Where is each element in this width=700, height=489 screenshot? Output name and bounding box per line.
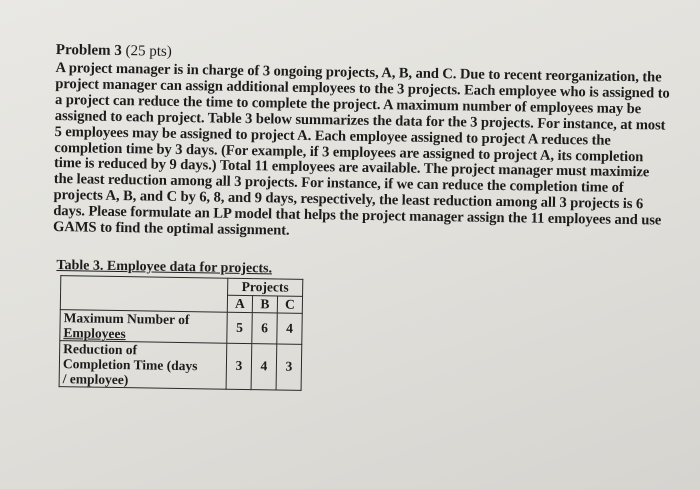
cell-value: 4	[277, 313, 302, 344]
projects-group-header: Projects	[228, 278, 303, 296]
row-label-line: Maximum Number of	[63, 310, 190, 328]
table-header-row	[61, 276, 303, 297]
cell-value: 5	[227, 312, 252, 343]
cell-value: 3	[226, 343, 252, 389]
cell-value: 6	[252, 313, 277, 344]
problem-body: A project manager is in charge of 3 ongoing projects, A, B, and C. Due to recent reorganization, the project manager can assign additional employees to the 3 projects. Each employee who is assigned to a project can reduce the time to complete the project. A maximum number of employees may be assigned to each project. Table 3 below summarizes the data for the 3 projects. For instance, at most 5 employees may be assigned to project A. Each employee assigned to project A reduces the completion time by 3 days. (For example, if 3 employees are assigned to project A, its completion time is reduced by 9 days.) Total 11 employees are available. The project manager must maximize the least reduction among all 3 projects. For instance, if we can reduce the completion time of projects A, B, and C by 6, 8, and 9 days, respectively, the least reduction among all 3 projects is 6 days. Please formulate an LP model that helps the project manager assign the 11 employees and use GAMS to find the optimal assignment.	[52, 59, 670, 239]
row-label-line: Completion Time (days	[62, 356, 198, 374]
problem-title: Problem 3	[55, 42, 122, 60]
row-label-reduction	[59, 341, 227, 390]
column-header-b: B	[252, 296, 277, 313]
cell-value: 4	[251, 344, 277, 390]
table-row	[59, 341, 302, 391]
row-label-line: Employees	[63, 325, 126, 342]
table-corner-cell	[60, 276, 228, 313]
table-caption: Table 3. Employee data for projects.	[56, 258, 273, 277]
cell-value: 3	[276, 344, 302, 390]
employee-data-table	[59, 275, 304, 391]
column-header-c: C	[277, 296, 302, 313]
row-label-line: / employee)	[62, 371, 129, 388]
row-label-max-employees	[60, 310, 227, 344]
table-row	[60, 310, 302, 345]
problem-points: (25 pts)	[125, 43, 172, 60]
document-page	[51, 42, 671, 397]
column-header-a: A	[227, 295, 252, 312]
row-label-line: Reduction of	[63, 341, 138, 358]
